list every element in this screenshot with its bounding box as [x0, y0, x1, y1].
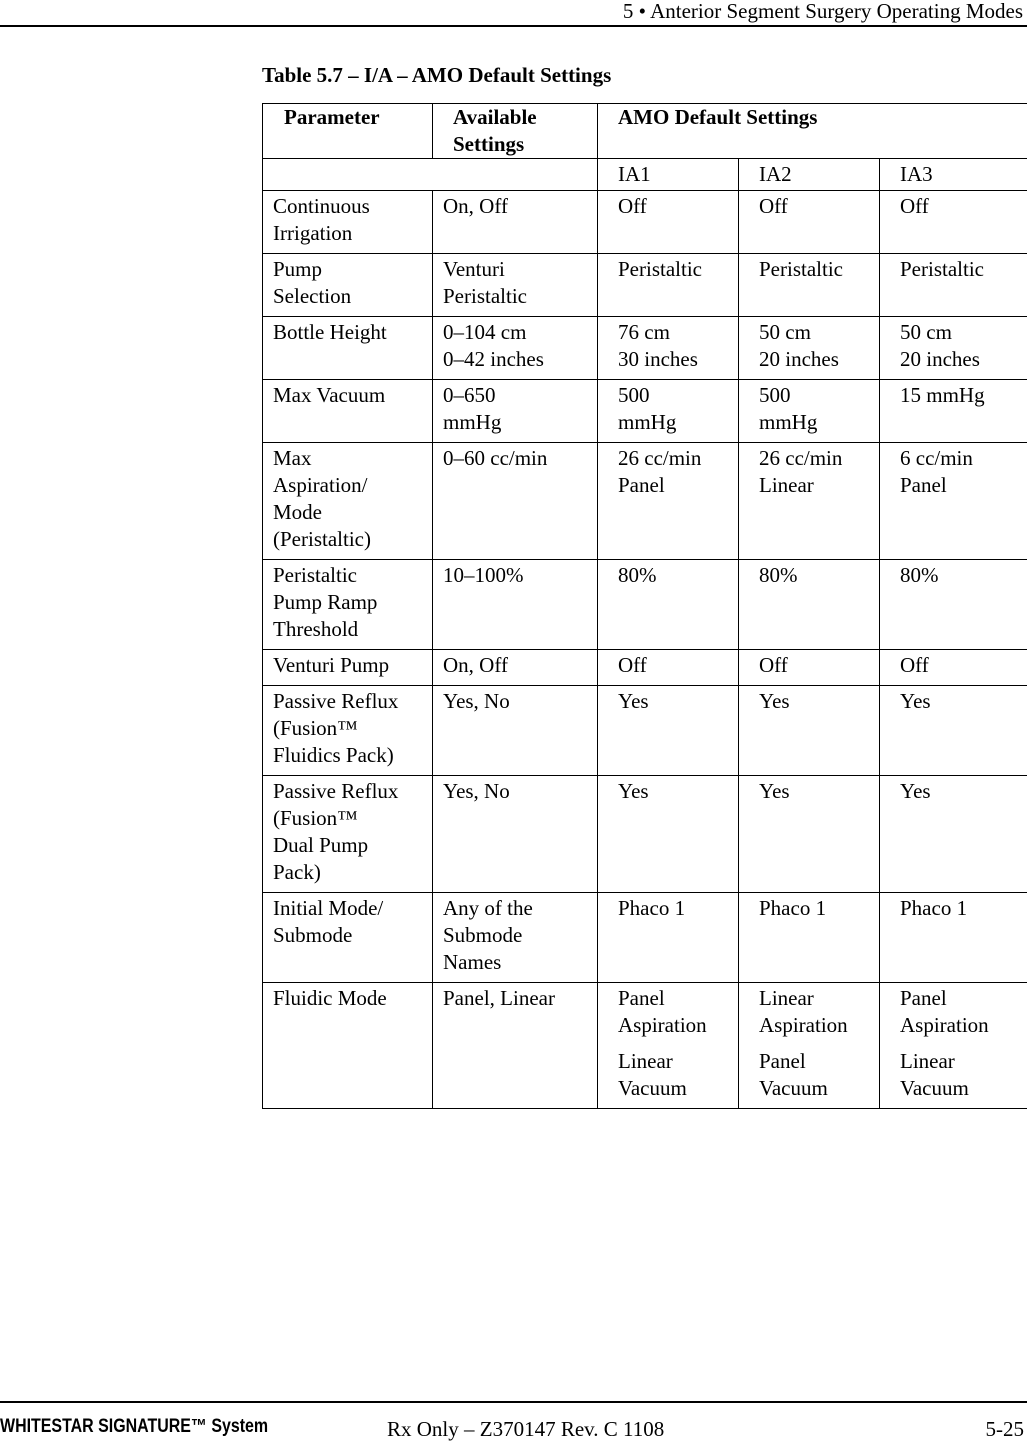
cell-line: Passive Reflux: [273, 689, 399, 713]
cell-line: Off: [900, 194, 929, 218]
cell-ia2: [739, 686, 880, 776]
cell-line: Panel: [618, 473, 665, 497]
cell-ia2: [739, 776, 880, 893]
cell-available-settings: [433, 650, 598, 686]
cell-line: Mode: [273, 500, 322, 524]
cell-available-settings: [433, 983, 598, 1109]
cell-ia1: [598, 650, 739, 686]
cell-line: (Fusion™: [273, 806, 358, 830]
header-available-line: Available: [453, 105, 537, 129]
cell-line: Aspiration: [900, 1013, 989, 1037]
cell-line: (Fusion™: [273, 716, 358, 740]
cell-line: Vacuum: [900, 1076, 969, 1100]
footer-rule: [0, 1401, 1027, 1403]
cell-line: Panel: [759, 1049, 806, 1073]
cell-available-settings: [433, 254, 598, 317]
footer-page-number: 5-25: [985, 1417, 1024, 1441]
header-available-settings: [433, 104, 598, 159]
cell-line: Peristaltic: [618, 257, 702, 281]
cell-line: Phaco 1: [900, 896, 968, 920]
cell-line: mmHg: [443, 410, 502, 434]
cell-line: 20 inches: [759, 347, 839, 371]
cell-line: 15 mmHg: [900, 383, 985, 407]
subheader-ia3: IA3: [880, 159, 1027, 191]
table-header-row: [263, 104, 1027, 159]
cell-available-settings: [433, 191, 598, 254]
cell-ia3: [880, 191, 1027, 254]
table-title: Table 5.7 – I/A – AMO Default Settings: [262, 63, 612, 87]
table-row: [263, 191, 1027, 254]
cell-ia2: [739, 893, 880, 983]
cell-ia2: [739, 380, 880, 443]
cell-line: Pump Ramp: [273, 590, 378, 614]
cell-parameter: [263, 650, 433, 686]
cell-parameter: [263, 983, 433, 1109]
cell-ia2: [739, 443, 880, 560]
running-header: 5 • Anterior Segment Surgery Operating Modes: [622, 0, 1023, 23]
cell-line: Peristaltic: [900, 257, 984, 281]
cell-ia3: [880, 560, 1027, 650]
cell-line: 20 inches: [900, 347, 980, 371]
cell-ia3: [880, 893, 1027, 983]
cell-line: 50 cm: [900, 320, 952, 344]
cell-line: Fluidic Mode: [273, 986, 387, 1010]
cell-line: 0–104 cm: [443, 320, 527, 344]
table-row: [263, 380, 1027, 443]
cell-ia1: [598, 254, 739, 317]
cell-ia1: [598, 560, 739, 650]
cell-parameter: [263, 191, 433, 254]
cell-line: 500: [618, 383, 650, 407]
cell-ia1: [598, 686, 739, 776]
cell-available-settings: [433, 380, 598, 443]
cell-line: Passive Reflux: [273, 779, 399, 803]
cell-ia3: [880, 254, 1027, 317]
cell-line: 30 inches: [618, 347, 698, 371]
cell-line: Off: [759, 653, 788, 677]
cell-ia3: [880, 983, 1027, 1109]
cell-line: Vacuum: [759, 1076, 828, 1100]
cell-line: Panel: [900, 986, 947, 1010]
header-parameter: Parameter: [263, 104, 433, 159]
table-row: [263, 443, 1027, 560]
cell-line: Max: [273, 446, 312, 470]
header-available-line: Settings: [453, 132, 525, 156]
cell-gap: [900, 1039, 1023, 1048]
cell-line: Linear: [759, 473, 814, 497]
cell-line: (Peristaltic): [273, 527, 371, 551]
cell-line: Threshold: [273, 617, 359, 641]
table-body: [263, 191, 1027, 1109]
cell-line: Any of the: [443, 896, 533, 920]
cell-line: Yes: [759, 689, 790, 713]
cell-line: On, Off: [443, 653, 508, 677]
table-row: [263, 686, 1027, 776]
cell-ia3: [880, 443, 1027, 560]
cell-line: Irrigation: [273, 221, 353, 245]
cell-line: 0–42 inches: [443, 347, 544, 371]
cell-line: Submode: [273, 923, 353, 947]
table-row: [263, 560, 1027, 650]
cell-ia2: [739, 254, 880, 317]
cell-ia3: [880, 380, 1027, 443]
table-row: [263, 650, 1027, 686]
cell-ia1: [598, 191, 739, 254]
cell-ia3: [880, 317, 1027, 380]
cell-parameter: [263, 317, 433, 380]
cell-line: Selection: [273, 284, 352, 308]
cell-line: Yes: [759, 779, 790, 803]
cell-line: Yes, No: [443, 689, 510, 713]
cell-ia1: [598, 776, 739, 893]
cell-line: Panel: [618, 986, 665, 1010]
footer-document-number: Rx Only – Z370147 Rev. C 1108: [387, 1417, 665, 1441]
cell-line: Peristaltic: [273, 563, 357, 587]
cell-line: Submode: [443, 923, 523, 947]
cell-line: 0–60 cc/min: [443, 446, 548, 470]
cell-line: Off: [618, 194, 647, 218]
cell-line: Venturi Pump: [273, 653, 390, 677]
cell-line: Bottle Height: [273, 320, 387, 344]
cell-parameter: [263, 776, 433, 893]
cell-line: 80%: [618, 563, 657, 587]
table-row: [263, 317, 1027, 380]
cell-line: Names: [443, 950, 502, 974]
cell-line: 26 cc/min: [618, 446, 702, 470]
cell-ia2: [739, 317, 880, 380]
table-row: [263, 893, 1027, 983]
cell-gap: [759, 1039, 875, 1048]
cell-line: Linear: [900, 1049, 955, 1073]
cell-ia1: [598, 893, 739, 983]
cell-line: Phaco 1: [618, 896, 686, 920]
cell-line: Initial Mode/: [273, 896, 384, 920]
cell-line: Panel, Linear: [443, 986, 555, 1010]
table-row: [263, 254, 1027, 317]
cell-line: Aspiration/: [273, 473, 368, 497]
cell-ia2: [739, 650, 880, 686]
cell-line: 50 cm: [759, 320, 811, 344]
cell-line: Vacuum: [618, 1076, 687, 1100]
cell-line: 80%: [900, 563, 939, 587]
settings-table: [262, 103, 1027, 1109]
cell-line: Max Vacuum: [273, 383, 386, 407]
footer-product-name: WHITESTAR SIGNATURE™ System: [0, 1416, 269, 1437]
cell-line: 10–100%: [443, 563, 524, 587]
cell-ia1: [598, 983, 739, 1109]
cell-ia2: [739, 560, 880, 650]
cell-line: Continuous: [273, 194, 370, 218]
cell-line: Linear: [618, 1049, 673, 1073]
cell-line: Pump: [273, 257, 323, 281]
cell-ia3: [880, 650, 1027, 686]
cell-line: Peristaltic: [443, 284, 527, 308]
subheader-blank: [263, 159, 598, 191]
table-subheader-row: [263, 159, 1027, 191]
cell-line: Off: [618, 653, 647, 677]
cell-available-settings: [433, 893, 598, 983]
cell-line: Off: [759, 194, 788, 218]
cell-line: Phaco 1: [759, 896, 827, 920]
cell-line: Aspiration: [759, 1013, 848, 1037]
cell-parameter: [263, 893, 433, 983]
subheader-ia2: IA2: [739, 159, 880, 191]
cell-line: On, Off: [443, 194, 508, 218]
cell-parameter: [263, 560, 433, 650]
cell-ia3: [880, 686, 1027, 776]
cell-line: 26 cc/min: [759, 446, 843, 470]
cell-line: Aspiration: [618, 1013, 707, 1037]
cell-available-settings: [433, 560, 598, 650]
cell-line: mmHg: [759, 410, 818, 434]
cell-parameter: [263, 254, 433, 317]
cell-line: Linear: [759, 986, 814, 1010]
cell-available-settings: [433, 443, 598, 560]
cell-ia1: [598, 443, 739, 560]
cell-parameter: [263, 686, 433, 776]
cell-gap: [618, 1039, 734, 1048]
cell-line: 80%: [759, 563, 798, 587]
cell-line: 500: [759, 383, 791, 407]
header-rule: [0, 25, 1027, 27]
cell-line: Yes: [900, 689, 931, 713]
cell-line: 76 cm: [618, 320, 670, 344]
cell-line: Off: [900, 653, 929, 677]
table-row: [263, 776, 1027, 893]
cell-line: Pack): [273, 860, 321, 884]
cell-line: Yes, No: [443, 779, 510, 803]
cell-line: Dual Pump: [273, 833, 369, 857]
cell-line: Yes: [900, 779, 931, 803]
cell-line: Yes: [618, 689, 649, 713]
cell-parameter: [263, 443, 433, 560]
cell-line: Fluidics Pack): [273, 743, 394, 767]
cell-available-settings: [433, 317, 598, 380]
cell-ia3: [880, 776, 1027, 893]
cell-line: Panel: [900, 473, 947, 497]
cell-available-settings: [433, 686, 598, 776]
table-row: [263, 983, 1027, 1109]
cell-ia1: [598, 380, 739, 443]
cell-line: 0–650: [443, 383, 496, 407]
cell-line: mmHg: [618, 410, 677, 434]
cell-line: 6 cc/min: [900, 446, 973, 470]
cell-line: Peristaltic: [759, 257, 843, 281]
header-amo-default-settings: AMO Default Settings: [598, 104, 1027, 159]
cell-line: Yes: [618, 779, 649, 803]
cell-ia2: [739, 983, 880, 1109]
cell-line: Venturi: [443, 257, 505, 281]
cell-parameter: [263, 380, 433, 443]
subheader-ia1: IA1: [598, 159, 739, 191]
cell-ia1: [598, 317, 739, 380]
cell-ia2: [739, 191, 880, 254]
cell-available-settings: [433, 776, 598, 893]
